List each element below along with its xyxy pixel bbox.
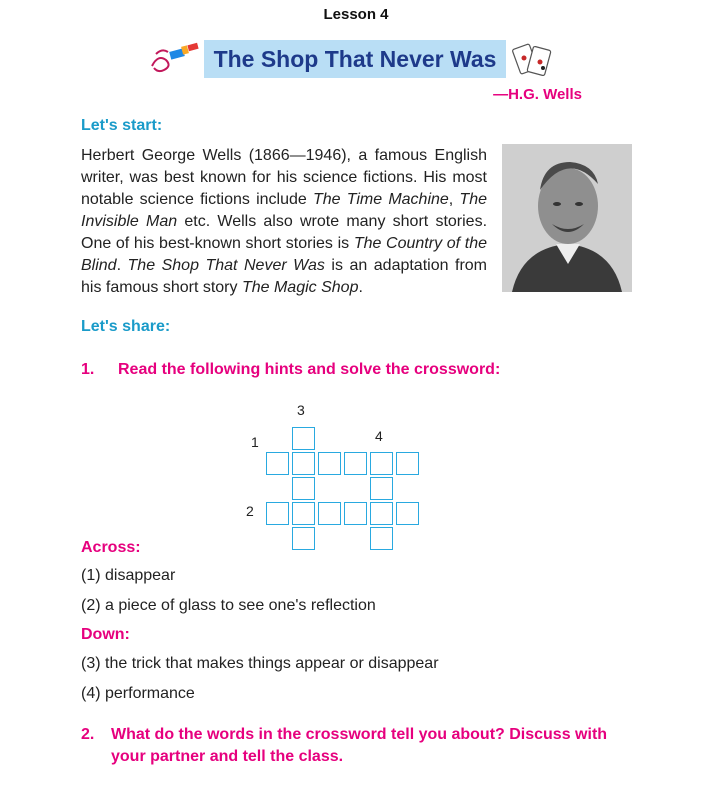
across-clue-2: (2) a piece of glass to see one's reflection <box>81 597 376 614</box>
crossword-cell[interactable] <box>370 527 393 550</box>
author-name: —H.G. Wells <box>493 86 582 103</box>
down-clue-4: (4) performance <box>81 685 195 702</box>
down-clue-3: (3) the trick that makes things appear or disappear <box>81 655 439 672</box>
question-2-number: 2. <box>81 726 95 743</box>
question-1-text: Read the following hints and solve the crossword: <box>118 361 501 378</box>
across-clue-1: (1) disappear <box>81 567 176 584</box>
crossword-cell[interactable] <box>292 527 315 550</box>
paint-brush-icon <box>148 40 204 80</box>
question-2-line-1: What do the words in the crossword tell you about? Discuss with <box>111 726 608 743</box>
section-heading-share: Let's share: <box>81 318 171 335</box>
crossword-cell[interactable] <box>266 502 289 525</box>
intro-paragraph: Herbert George Wells (1866—1946), a famous English writer, was best known for his science fictions. His most notable science fictions include The Time Machine, The Invisible Man etc. Wells also wrote many short stories. One of his best-known short stories is The Country of the Blind. The Shop That Never Was is an adaptation from his famous short story The Magic Shop. <box>81 147 488 296</box>
crossword-number-2: 2 <box>246 503 254 519</box>
lesson-label: Lesson 4 <box>323 6 389 23</box>
crossword-cell[interactable] <box>292 477 315 500</box>
section-heading-start: Let's start: <box>81 117 163 134</box>
crossword-cell[interactable] <box>292 427 315 450</box>
crossword-cell[interactable] <box>396 452 419 475</box>
playing-cards-icon <box>512 40 556 80</box>
across-heading: Across: <box>81 539 141 556</box>
crossword-number-3: 3 <box>297 402 305 418</box>
crossword-cell[interactable] <box>318 502 341 525</box>
crossword-cell[interactable] <box>292 452 315 475</box>
crossword-cell[interactable] <box>266 452 289 475</box>
question-2-line-2: your partner and tell the class. <box>111 748 344 765</box>
crossword-number-1: 1 <box>251 434 259 450</box>
lesson-title: The Shop That Never Was <box>204 40 506 78</box>
crossword-cell[interactable] <box>292 502 315 525</box>
crossword-cell[interactable] <box>344 452 367 475</box>
author-portrait <box>502 144 632 292</box>
crossword-cell[interactable] <box>370 452 393 475</box>
crossword-cell[interactable] <box>318 452 341 475</box>
crossword-cell[interactable] <box>370 477 393 500</box>
down-heading: Down: <box>81 626 130 643</box>
crossword-cell[interactable] <box>344 502 367 525</box>
crossword-cell[interactable] <box>370 502 393 525</box>
question-1-number: 1. <box>81 361 95 378</box>
crossword-number-4: 4 <box>375 428 383 444</box>
crossword-cell[interactable] <box>396 502 419 525</box>
